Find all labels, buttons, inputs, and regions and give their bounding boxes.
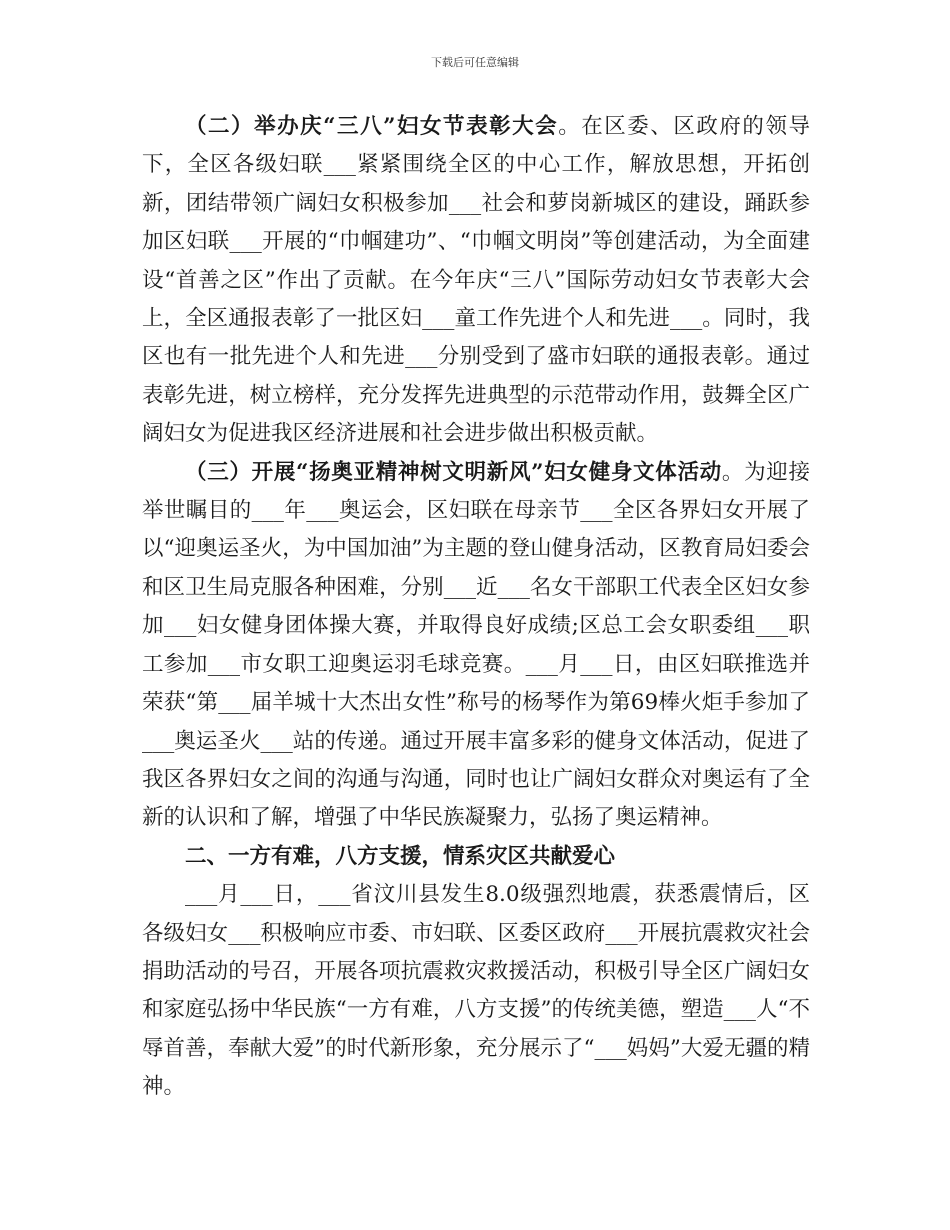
paragraph-body-text: 。为迎接举世瞩目的___年___奥运会，区妇联在母亲节___全区各界妇女开展了以“迎奥运圣火，为中国加油”为主题的登山健身活动，区教育局妇委会和区卫生局克服各种困难，分别___近___名女干部职工代表全区妇女参加___妇女健身团体操大赛，并取得良好成绩;区总工会女职委组___职工参加___市女职工迎奥运羽毛球竞赛。___月___日，由区妇联推选并荣获“第___届羊城十大杰出女性”称号的杨琴作为第69棒火炬手参加了___奥运圣火___站的传递。通过开展丰富多彩的健身文体活动，促进了我区各界妇女之间的沟通与沟通，同时也让广阔妇女群众对奥运有了全新的认识和了解，增强了中华民族凝聚力，弘扬了奥运精神。 [142, 459, 810, 831]
paragraph-body-text: ___月___日，___省汶川县发生8.0级强烈地震，获悉震情后，区各级妇女___积极响应市委、市妇联、区委区政府___开展抗震救灾社会捐助活动的号召，开展各项抗震救灾救援活动，积极引导全区广阔妇女和家庭弘扬中华民族“一方有难，八方支援”的传统美德，塑造___人“不辱首善，奉献大爱”的时代新形象，充分展示了“___妈妈”大爱无疆的精神。 [142, 882, 810, 1100]
page-header-note: 下载后可任意编辑 [431, 56, 519, 69]
paragraph-womens-day-commendation [142, 108, 810, 454]
document-body [142, 108, 810, 1107]
paragraph-earthquake-relief [142, 876, 810, 1106]
paragraph-lead-heading: （三）开展“扬奥亚精神树文明新风”妇女健身文体活动 [185, 459, 722, 485]
section-heading-disaster-relief: 二、一方有难，八方支援，情系灾区共献爱心 [185, 843, 616, 869]
paragraph-body-text: 。在区委、区政府的领导下，全区各级妇联___紧紧围绕全区的中心工作，解放思想，开拓创新，团结带领广阔妇女积极参加___社会和萝岗新城区的建设，踊跃参加区妇联___开展的“巾帼建功”、“巾帼文明岗”等创建活动，为全面建设“首善之区”作出了贡献。在今年庆“三八”国际劳动妇女节表彰大会上，全区通报表彰了一批区妇___童工作先进个人和先进___。同时，我区也有一批先进个人和先进___分别受到了盛市妇联的通报表彰。通过表彰先进，树立榜样，充分发挥先进典型的示范带动作用，鼓舞全区广阔妇女为促进我区经济进展和社会进步做出积极贡献。 [142, 114, 810, 447]
paragraph-lead-heading: （二）举办庆“三八”妇女节表彰大会 [185, 114, 559, 139]
paragraph-fitness-activities [142, 454, 810, 838]
